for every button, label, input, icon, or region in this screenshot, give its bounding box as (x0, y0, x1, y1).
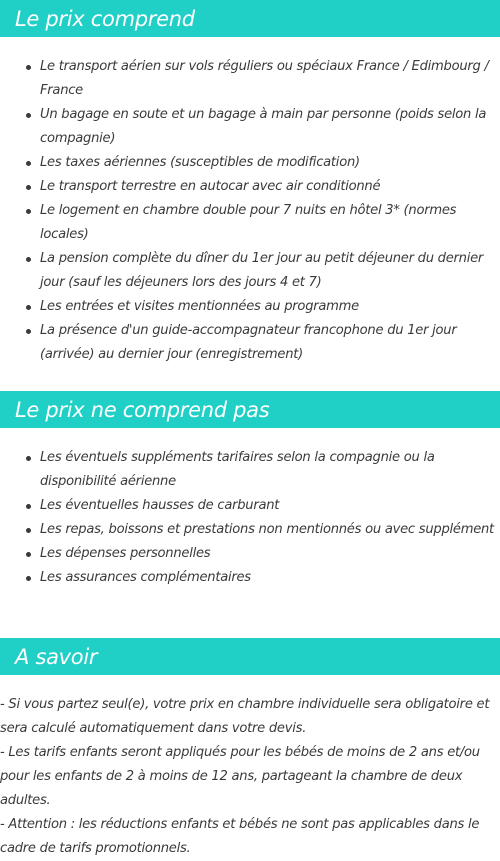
bullet-icon (26, 528, 31, 533)
note-paragraph: - Attention : les réductions enfants et bébés ne sont pas applicables dans le cadre de tarifs promotionnels. (0, 817, 480, 856)
bullet-icon (26, 504, 31, 509)
bullet-icon (26, 113, 31, 118)
bullet-icon (26, 576, 31, 581)
section-header-notes (0, 638, 500, 675)
section-header-excludes (0, 391, 500, 428)
notes-block (0, 693, 500, 861)
excludes-list (0, 446, 500, 590)
list-item: Les assurances complémentaires (0, 566, 500, 590)
bullet-icon (26, 329, 31, 334)
list-item: Les dépenses personnelles (0, 542, 500, 566)
note-paragraph: - Si vous partez seul(e), votre prix en chambre individuelle sera obligatoire et sera calculé automatiquement dans votre devis. (0, 697, 490, 736)
list-item: Les entrées et visites mentionnées au programme (0, 295, 500, 319)
bullet-icon (26, 185, 31, 190)
bullet-icon (26, 257, 31, 262)
bullet-icon (26, 456, 31, 461)
bullet-icon (26, 209, 31, 214)
list-item: Les éventuelles hausses de carburant (0, 494, 500, 518)
section-title-includes: Le prix comprend (15, 6, 195, 31)
bullet-icon (26, 305, 31, 310)
list-item: Les taxes aériennes (susceptibles de modification) (0, 151, 500, 175)
section-header-includes (0, 0, 500, 37)
list-item: Les repas, boissons et prestations non mentionnés ou avec supplément (0, 518, 500, 542)
section-title-excludes: Le prix ne comprend pas (15, 397, 270, 422)
list-item: Le logement en chambre double pour 7 nuits en hôtel 3* (normes locales) (0, 199, 500, 247)
includes-list (0, 55, 500, 367)
list-item: Un bagage en soute et un bagage à main par personne (poids selon la compagnie) (0, 103, 500, 151)
bullet-icon (26, 65, 31, 70)
section-title-notes: A savoir (15, 644, 98, 669)
list-item: La pension complète du dîner du 1er jour au petit déjeuner du dernier jour (sauf les déjeuners lors des jours 4 et 7) (0, 247, 500, 295)
list-item: Le transport aérien sur vols réguliers ou spéciaux France / Edimbourg / France (0, 55, 500, 103)
list-item: Le transport terrestre en autocar avec air conditionné (0, 175, 500, 199)
list-item: Les éventuels suppléments tarifaires selon la compagnie ou la disponibilité aérienne (0, 446, 500, 494)
note-paragraph: - Les tarifs enfants seront appliqués pour les bébés de moins de 2 ans et/ou pour les enfants de 2 à moins de 12 ans, partageant la chambre de deux adultes. (0, 745, 480, 808)
bullet-icon (26, 552, 31, 557)
bullet-icon (26, 161, 31, 166)
list-item: La présence d'un guide-accompagnateur francophone du 1er jour (arrivée) au dernier jour (enregistrement) (0, 319, 500, 367)
